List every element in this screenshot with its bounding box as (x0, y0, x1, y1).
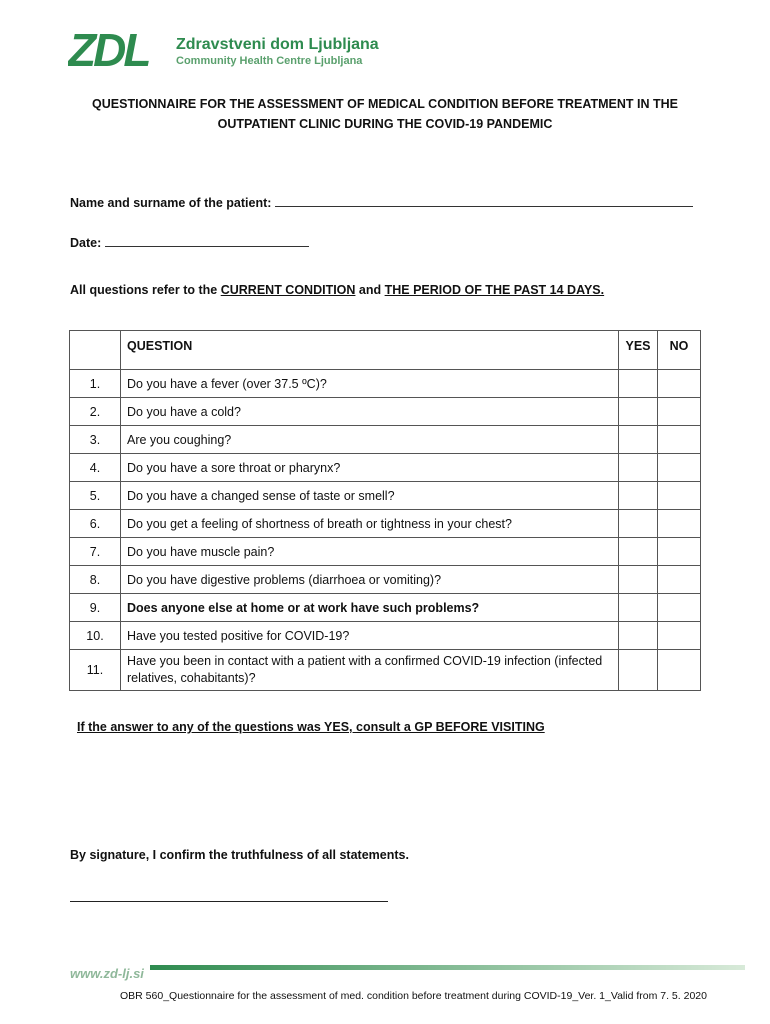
yes-answer-warning: If the answer to any of the questions was YES, consult a GP BEFORE VISITING (77, 720, 545, 734)
date-field (70, 234, 309, 250)
yes-checkbox-cell[interactable] (619, 426, 658, 454)
table-row (70, 538, 701, 566)
table-row (70, 398, 701, 426)
row-number: 1. (70, 370, 121, 398)
no-checkbox-cell[interactable] (658, 454, 701, 482)
table-row (70, 566, 701, 594)
row-question: Do you have a fever (over 37.5 ºC)? (121, 370, 619, 398)
yes-checkbox-cell[interactable] (619, 510, 658, 538)
yes-checkbox-cell[interactable] (619, 622, 658, 650)
signature-line[interactable] (70, 901, 388, 902)
patient-name-line[interactable] (275, 194, 693, 207)
yes-checkbox-cell[interactable] (619, 482, 658, 510)
row-number: 7. (70, 538, 121, 566)
organization-name: Zdravstveni dom Ljubljana (176, 36, 379, 53)
yes-checkbox-cell[interactable] (619, 566, 658, 594)
no-checkbox-cell[interactable] (658, 426, 701, 454)
yes-checkbox-cell[interactable] (619, 370, 658, 398)
title-line-1: QUESTIONNAIRE FOR THE ASSESSMENT OF MEDICAL CONDITION BEFORE TREATMENT IN THE (92, 97, 678, 111)
yes-checkbox-cell[interactable] (619, 454, 658, 482)
yes-checkbox-cell[interactable] (619, 650, 658, 691)
row-number: 2. (70, 398, 121, 426)
footer-website: www.zd-lj.si (70, 966, 144, 981)
row-question: Do you have a sore throat or pharynx? (121, 454, 619, 482)
header-number (70, 331, 121, 370)
row-question: Does anyone else at home or at work have such problems? (121, 594, 619, 622)
table-row (70, 370, 701, 398)
intro-prefix: All questions refer to the (70, 283, 221, 297)
signature-confirmation: By signature, I confirm the truthfulness of all statements. (70, 848, 409, 862)
table-row (70, 482, 701, 510)
row-question: Do you get a feeling of shortness of breath or tightness in your chest? (121, 510, 619, 538)
row-question: Are you coughing? (121, 426, 619, 454)
row-question: Do you have a cold? (121, 398, 619, 426)
header-no: NO (658, 331, 701, 370)
no-checkbox-cell[interactable] (658, 594, 701, 622)
row-question: Have you been in contact with a patient with a confirmed COVID-19 infection (infected relatives, cohabitants)? (121, 650, 619, 691)
document-title (60, 94, 710, 134)
header-question: QUESTION (121, 331, 619, 370)
patient-name-label: Name and surname of the patient: (70, 196, 272, 210)
row-number: 11. (70, 650, 121, 691)
no-checkbox-cell[interactable] (658, 482, 701, 510)
table-row (70, 426, 701, 454)
yes-checkbox-cell[interactable] (619, 398, 658, 426)
organization-subtitle: Community Health Centre Ljubljana (176, 55, 363, 67)
no-checkbox-cell[interactable] (658, 510, 701, 538)
row-number: 6. (70, 510, 121, 538)
row-question: Have you tested positive for COVID-19? (121, 622, 619, 650)
title-line-2: OUTPATIENT CLINIC DURING THE COVID-19 PANDEMIC (217, 117, 553, 131)
no-checkbox-cell[interactable] (658, 370, 701, 398)
intro-period: THE PERIOD OF THE PAST 14 DAYS. (384, 283, 605, 297)
table-row (70, 454, 701, 482)
table-row (70, 622, 701, 650)
no-checkbox-cell[interactable] (658, 650, 701, 691)
row-number: 3. (70, 426, 121, 454)
row-number: 5. (70, 482, 121, 510)
row-number: 10. (70, 622, 121, 650)
date-label: Date: (70, 236, 102, 250)
no-checkbox-cell[interactable] (658, 398, 701, 426)
row-number: 4. (70, 454, 121, 482)
patient-name-field (70, 194, 693, 210)
row-question: Do you have muscle pain? (121, 538, 619, 566)
table-row (70, 510, 701, 538)
intro-and: and (355, 283, 385, 297)
zdl-logo-icon (68, 26, 168, 70)
no-checkbox-cell[interactable] (658, 538, 701, 566)
intro-current-condition: CURRENT CONDITION (220, 283, 356, 297)
instructions (70, 283, 604, 297)
organization-logo (68, 26, 379, 70)
header-yes: YES (619, 331, 658, 370)
table-row (70, 594, 701, 622)
yes-checkbox-cell[interactable] (619, 538, 658, 566)
no-checkbox-cell[interactable] (658, 566, 701, 594)
row-number: 8. (70, 566, 121, 594)
date-line[interactable] (105, 234, 309, 247)
row-question: Do you have digestive problems (diarrhoea or vomiting)? (121, 566, 619, 594)
no-checkbox-cell[interactable] (658, 622, 701, 650)
yes-checkbox-cell[interactable] (619, 594, 658, 622)
row-question: Do you have a changed sense of taste or smell? (121, 482, 619, 510)
footer-divider (150, 965, 745, 970)
footer-document-reference: OBR 560_Questionnaire for the assessment of med. condition before treatment during COVID-19_Ver. 1_Valid from 7. 5. 2020 (120, 990, 707, 1002)
table-header-row (70, 331, 701, 370)
row-number: 9. (70, 594, 121, 622)
logo-mark-text: ZDL (68, 26, 149, 70)
table-row (70, 650, 701, 691)
questionnaire-table (69, 330, 701, 691)
